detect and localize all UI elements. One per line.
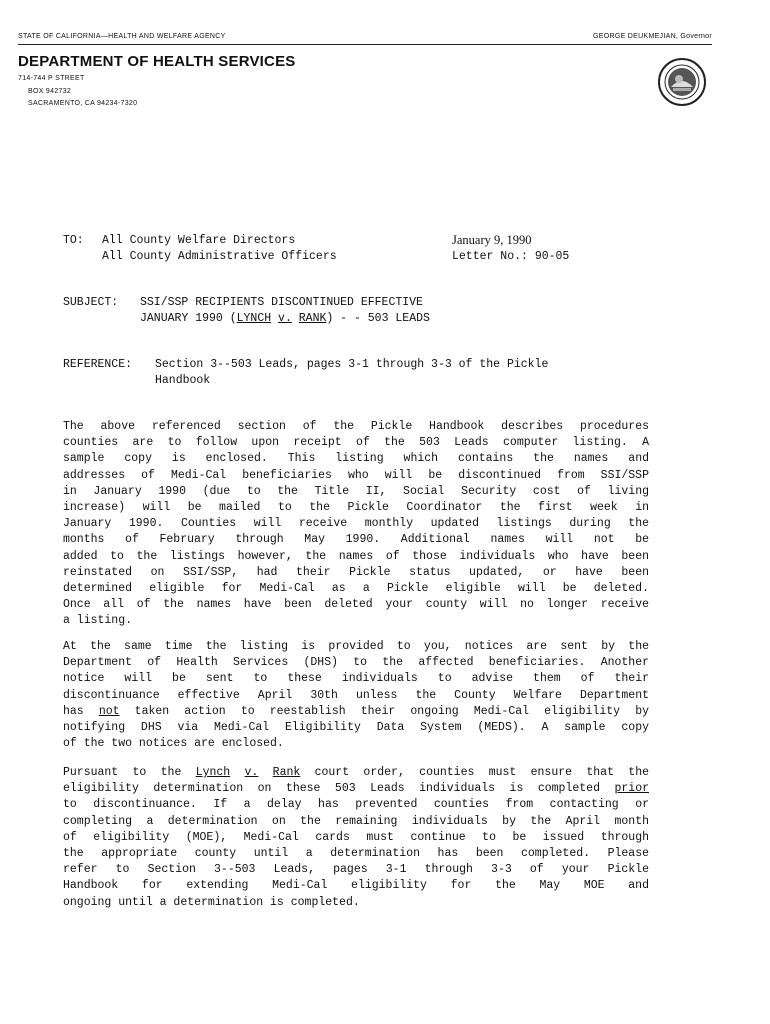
body-line [63,781,649,797]
letterhead-rule [18,44,712,45]
to-recipient-1: All County Welfare Directors [102,234,296,247]
governor-line: GEORGE DEUKMEJIAN, Governor [593,33,712,40]
case-name-rank: Rank [272,766,301,779]
state-seal-icon [657,57,707,107]
body-line: addresses of Medi-Cal beneficiaries who will be discontinued from SSI/SSP [63,468,649,482]
paragraph-1 [63,419,649,630]
body-line: the appropriate county until a determination has been completed. Please [63,847,649,861]
subject-line-2 [140,312,430,325]
subject-text-suffix: ) - - 503 LEADS [326,312,430,325]
body-line: counties are to follow upon receipt of the 503 Leads computer listing. A [63,436,649,450]
case-name-v: v. [244,766,259,779]
case-name-lynch: Lynch [195,766,231,779]
body-text: taken action to reestablish their ongoing Medi-Cal eligibility by [119,704,649,718]
subject-label: SUBJECT: [63,296,119,309]
body-text: has [63,704,99,718]
body-text: Pursuant to the [63,766,196,779]
address-line-2: BOX 942732 [28,88,72,95]
subject-text: JANUARY 1990 ( [140,312,237,325]
emphasis-not: not [98,704,120,718]
body-line: notifying DHS via Medi-Cal Eligibility Data System (MEDS). A sample copy [63,721,649,735]
reference-line-2: Handbook [155,374,211,387]
body-line: ongoing until a determination is completed. [63,895,360,909]
body-line: January 1990. Counties will receive monthly updated listings during the [63,517,649,531]
to-label: TO: [63,234,84,247]
reference-label: REFERENCE: [63,358,133,371]
body-line: notice will be sent to these individuals to advise them of their [63,672,649,686]
paragraph-3 [63,765,649,911]
body-text: eligibility determination on these 503 Leads individuals is completed [63,782,615,796]
body-line: of the two notices are enclosed. [63,737,284,751]
letter-number: Letter No.: 90-05 [452,250,570,263]
subject-line-1: SSI/SSP RECIPIENTS DISCONTINUED EFFECTIVE [140,296,423,309]
body-line: added to the listings however, the names of those individuals who have been [63,549,649,563]
body-line: Once all of the names have been deleted your county will no longer receive [63,598,649,612]
body-line [63,765,649,781]
subject-case-lynch: LYNCH [236,312,272,325]
body-line: a listing. [63,614,133,628]
to-recipient-2: All County Administrative Officers [102,250,337,263]
body-line: reinstated on SSI/SSP, had their Pickle status updated, or have been [63,565,649,579]
reference-line-1: Section 3--503 Leads, pages 3-1 through 3-3 of the Pickle [155,358,549,371]
body-line: The above referenced section of the Pickle Handbook describes procedures [63,420,649,433]
subject-case-rank: RANK [298,312,327,325]
body-line: to discontinuance. If a delay has prevented counties from contacting or [63,798,649,812]
body-line: of eligibility (MOE), Medi-Cal cards must continue to be issued through [63,830,649,844]
address-line-3: SACRAMENTO, CA 94234-7320 [28,100,138,107]
body-line: sample copy is enclosed. This listing which contains the names and [63,452,649,466]
emphasis-prior: prior [614,782,649,796]
body-line: determined eligible for Medi-Cal as a Pickle eligible will be deleted. [63,582,649,596]
body-line: months of February through May 1990. Additional names will not be [63,533,649,547]
paragraph-2 [63,639,649,752]
department-name: DEPARTMENT OF HEALTH SERVICES [18,53,296,70]
body-line: increase) will be mailed to the Pickle Coordinator the first week in [63,501,649,515]
body-line: in January 1990 (due to the Title II, Social Security cost of living [63,484,649,498]
address-line-1: 714-744 P STREET [18,75,85,82]
body-line: completing a determination on the remaining individuals by the April month [63,814,649,828]
body-line: Department of Health Services (DHS) to the affected beneficiaries. Another [63,656,649,670]
letter-date: January 9, 1990 [452,233,532,247]
body-line [63,704,649,720]
body-text: court order, counties must ensure that the [300,766,649,779]
body-line: At the same time the listing is provided to you, notices are sent by the [63,640,649,653]
agency-line: STATE OF CALIFORNIA—HEALTH AND WELFARE AGENCY [18,33,226,40]
body-line: discontinuance effective April 30th unless the County Welfare Department [63,688,649,702]
body-line: refer to Section 3--503 Leads, pages 3-1 through 3-3 of your Pickle [63,863,649,877]
subject-case-v: v. [278,312,292,325]
body-line: Handbook for extending Medi-Cal eligibility for the May MOE and [63,879,649,893]
